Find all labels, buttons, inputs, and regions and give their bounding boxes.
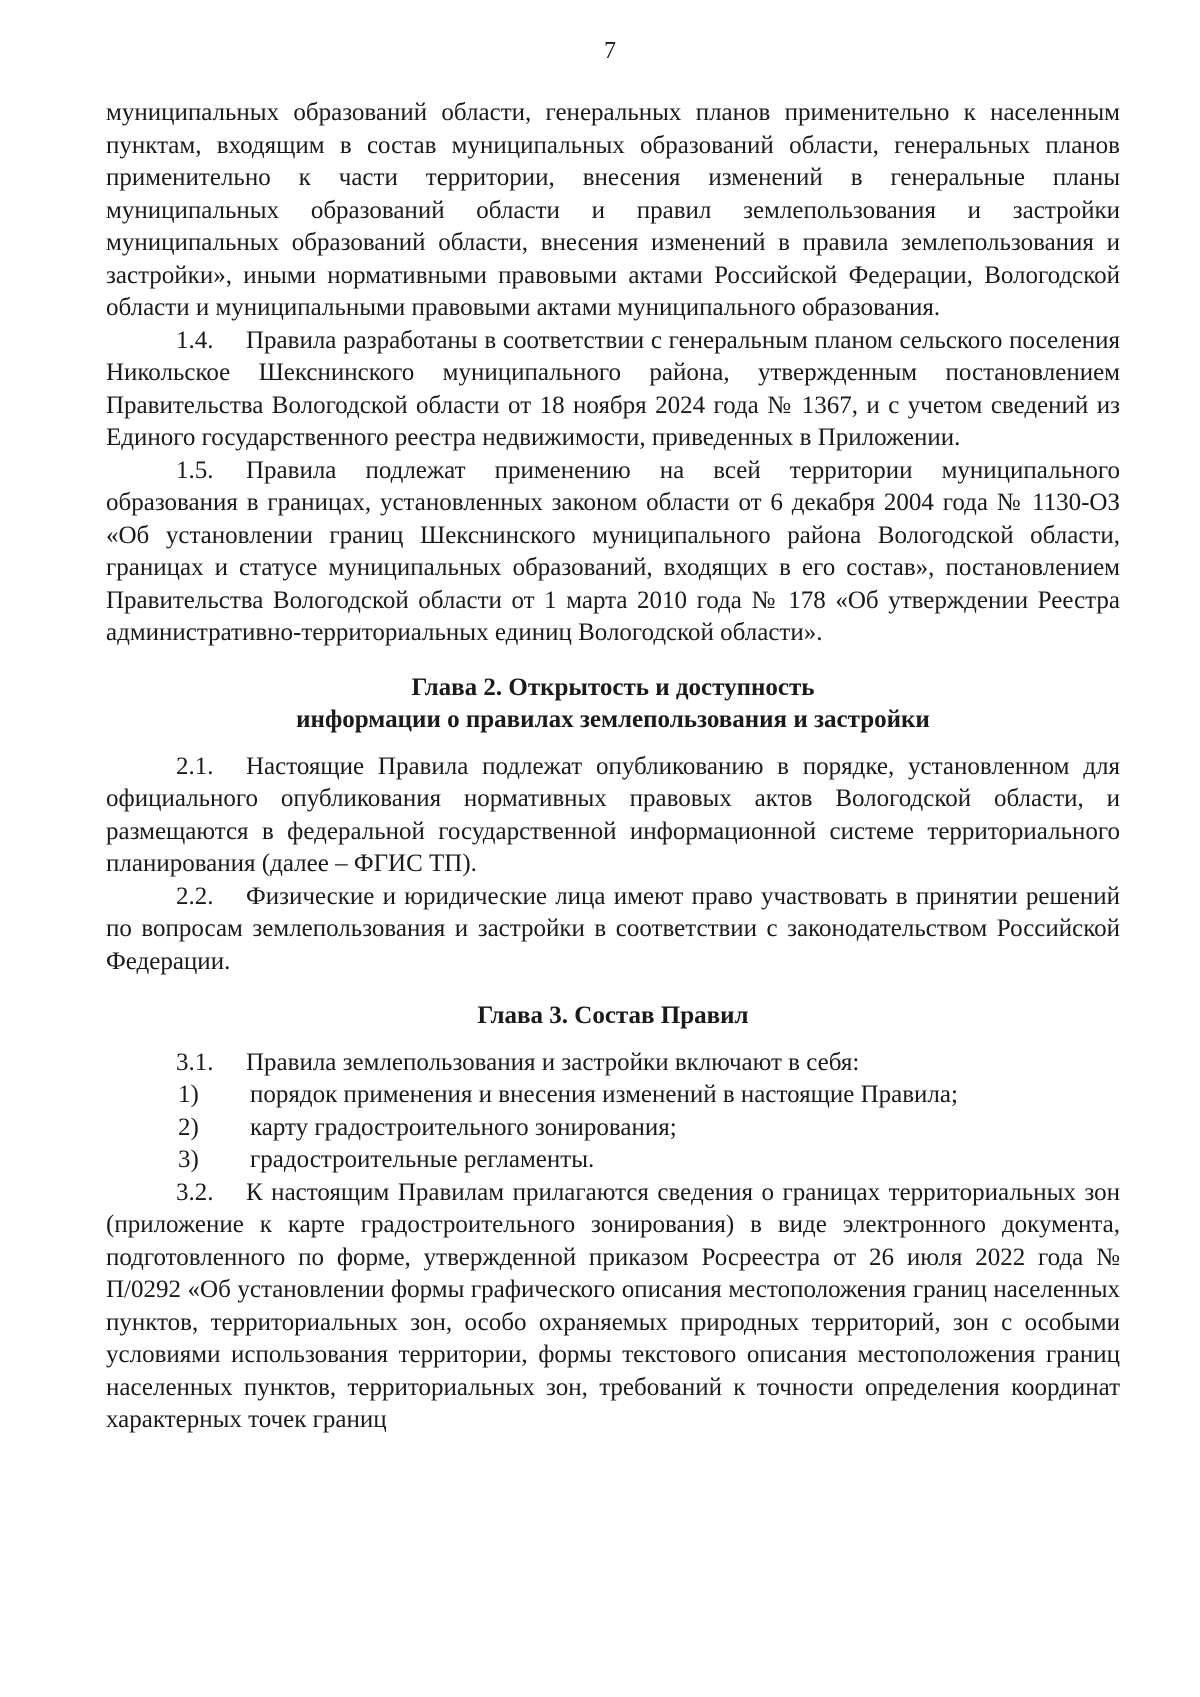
paragraph-2-1 xyxy=(106,751,1120,881)
clause-text: Правила разработаны в соответствии с генеральным планом сельского поселения Никольское Шекснинского муниципального района, утвержденным постановлением Правительства Вологодской области от 18 ноября 2024 года № 1367, и с учетом сведений из Единого государственного реестра недвижимости, приведенных в Приложении. xyxy=(106,326,1120,451)
chapter-3-title: Глава 3. Состав Правил xyxy=(477,1002,749,1029)
list-item xyxy=(106,1112,1120,1145)
list-item-number: 2) xyxy=(178,1113,199,1141)
document-body xyxy=(106,97,1120,1437)
clause-number: 3.2. xyxy=(176,1178,214,1206)
clause-number: 2.1. xyxy=(176,752,214,780)
paragraph-1-5 xyxy=(106,455,1120,650)
page-number: 7 xyxy=(604,38,616,64)
list-item xyxy=(106,1144,1120,1177)
clause-text: Правила землепользования и застройки включают в себя: xyxy=(246,1048,860,1076)
paragraph-3-2 xyxy=(106,1177,1120,1437)
clause-number: 3.1. xyxy=(176,1048,214,1076)
paragraph-continuation: муниципальных образований области, генеральных планов применительно к населенным пунктам, входящим в состав муниципальных образований области, генеральных планов применительно к части территории, внесения изменений в генеральные планы муниципальных образований области и правил землепользования и застройки муниципальных образований области, внесения изменений в правила землепользования и застройки», иными нормативными правовыми актами Российской Федерации, Вологодской области и муниципальными правовыми актами муниципального образования. xyxy=(106,99,1120,321)
paragraph-2-2 xyxy=(106,881,1120,979)
list-item xyxy=(106,1079,1120,1112)
list-item-text: порядок применения и внесения изменений в настоящие Правила; xyxy=(250,1081,958,1108)
chapter-2-title-line1: Глава 2. Открытость и доступность xyxy=(411,673,815,701)
list-item-text: карту градостроительного зонирования; xyxy=(250,1113,677,1141)
paragraph-3-1 xyxy=(106,1047,1120,1080)
clause-text: К настоящим Правилам прилагаются сведения о границах территориальных зон (приложение к карте градостроительного зонирования) в виде электронного документа, подготовленного по форме, утвержденной приказом Росреестра от 26 июля 2022 года № П/0292 «Об установлении формы графического описания местоположения границ населенных пунктов, территориальных зон, особо охраняемых природных территорий, зон с особыми условиями использования территории, формы текстового описания местоположения границ населенных пунктов, территориальных зон, требований к точности определения координат характерных точек границ xyxy=(106,1178,1120,1433)
list-item-text: градостроительные регламенты. xyxy=(250,1146,595,1173)
paragraph-1-4 xyxy=(106,325,1120,455)
list-item-number: 1) xyxy=(178,1081,199,1108)
clause-text: Физические и юридические лица имеют право участвовать в принятии решений по вопросам землепользования и застройки в соответствии с законодательством Российской Федерации. xyxy=(106,882,1120,975)
chapter-2-title-line2: информации о правилах землепользования и застройки xyxy=(296,706,930,733)
list-item-number: 3) xyxy=(178,1146,199,1173)
clause-number: 1.4. xyxy=(176,326,214,354)
clause-number: 1.5. xyxy=(176,456,214,484)
clause-number: 2.2. xyxy=(176,882,214,910)
clause-text: Правила подлежат применению на всей территории муниципального образования в границах, установленных законом области от 6 декабря 2004 года № 1130-ОЗ «Об установлении границ Шекснинского муниципального района Вологодской области, границах и статусе муниципальных образований, входящих в его состав», постановлением Правительства Вологодской области от 1 марта 2010 года № 178 «Об утверждении Реестра административно-территориальных единиц Вологодской области». xyxy=(106,456,1120,646)
clause-text: Настоящие Правила подлежат опубликованию в порядке, установленном для официального опубликования нормативных правовых актов Вологодской области, и размещаются в федеральной государственной информационной системе территориального планирования (далее – ФГИС ТП). xyxy=(106,752,1120,877)
